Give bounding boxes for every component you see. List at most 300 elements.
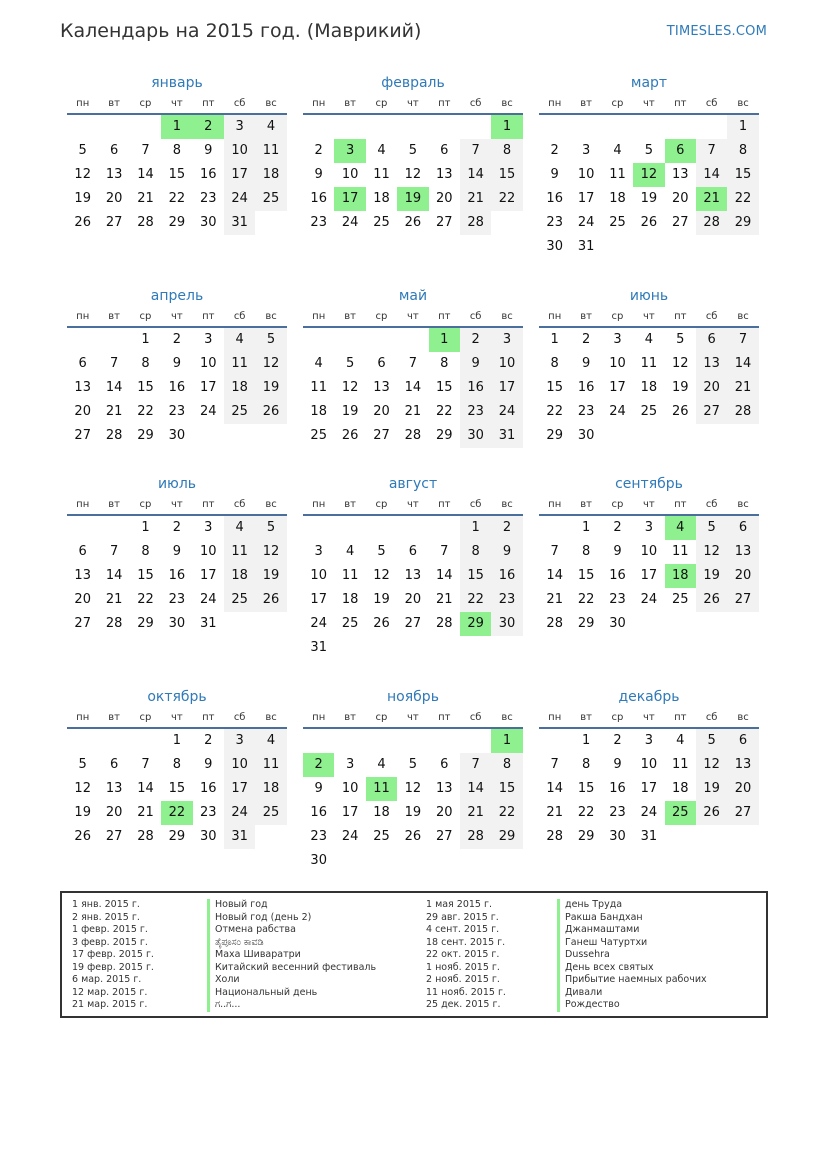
month-name: сентябрь	[615, 476, 683, 492]
weekday-label: вс	[265, 712, 277, 723]
month-name: апрель	[150, 288, 204, 304]
day-cell: 3	[314, 544, 323, 559]
day-cell: 10	[640, 544, 658, 559]
month-5	[303, 286, 523, 448]
day-cell: 31	[224, 211, 255, 235]
day-cell: 21	[696, 187, 727, 211]
day-cell: 23	[199, 191, 217, 206]
day-cell: 25	[341, 616, 359, 631]
legend-entry: 22 окт. 2015 г.	[426, 949, 500, 960]
day-cell: 4	[224, 328, 255, 352]
day-cell: 18	[310, 404, 327, 419]
month-name: декабрь	[618, 689, 680, 705]
legend-entry: 1 янв. 2015 г.	[72, 899, 140, 910]
empty-cell	[224, 424, 255, 448]
day-cell: 24	[224, 801, 255, 825]
day-cell: 16	[168, 568, 186, 583]
day-cell: 12	[671, 356, 689, 371]
empty-cell	[334, 516, 365, 540]
day-cell: 25	[640, 404, 658, 419]
day-cell: 30	[609, 829, 626, 844]
legend-entry: Национальный день	[207, 987, 376, 1000]
empty-cell	[727, 612, 758, 636]
weekday-label: вс	[501, 712, 513, 723]
weekday-label: пн	[76, 712, 90, 723]
day-cell: 23	[577, 404, 595, 419]
day-cell: 27	[435, 829, 453, 844]
day-cell: 12	[696, 753, 727, 777]
page-title: Календарь на 2015 год. (Маврикий)	[60, 20, 422, 42]
day-cell: 11	[224, 540, 255, 564]
day-cell: 7	[696, 139, 727, 163]
day-cell: 26	[404, 215, 422, 230]
weekday-label: чт	[407, 712, 419, 723]
day-cell: 21	[546, 805, 563, 820]
day-cell: 6	[665, 139, 696, 163]
legend-entry: День всех святых	[557, 962, 707, 975]
day-cell: 1	[581, 733, 591, 748]
empty-cell	[303, 516, 334, 540]
weekday-label: сб	[469, 98, 482, 109]
day-cell: 20	[74, 592, 91, 607]
day-cell: 12	[696, 540, 727, 564]
day-cell: 31	[491, 424, 522, 448]
day-cell: 28	[696, 211, 727, 235]
day-cell: 24	[640, 805, 658, 820]
day-cell: 9	[204, 757, 213, 772]
weekday-label: вт	[580, 98, 592, 109]
day-cell: 27	[74, 616, 91, 631]
day-cell: 15	[491, 777, 522, 801]
month-9	[539, 474, 759, 636]
day-cell: 16	[546, 191, 563, 206]
empty-cell	[665, 612, 696, 636]
day-cell: 24	[577, 215, 595, 230]
weekday-label: пт	[674, 712, 687, 723]
day-cell: 4	[377, 757, 386, 772]
day-cell: 8	[172, 757, 181, 772]
weekday-label: пт	[202, 311, 215, 322]
day-cell: 19	[671, 380, 689, 395]
day-cell: 20	[696, 376, 727, 400]
weekday-label: сб	[233, 499, 246, 510]
day-cell: 29	[491, 825, 522, 849]
weekday-label: ср	[139, 98, 152, 109]
days-grid	[539, 115, 759, 259]
weekday-label: вт	[580, 311, 592, 322]
legend-right-names	[557, 899, 707, 1012]
day-cell: 3	[345, 757, 355, 772]
day-cell: 26	[341, 428, 359, 443]
day-cell: 15	[168, 781, 186, 796]
weekday-label: пт	[674, 98, 687, 109]
empty-cell	[397, 516, 428, 540]
empty-cell	[303, 328, 334, 352]
weekday-label: вс	[265, 311, 277, 322]
day-cell: 12	[255, 540, 286, 564]
day-cell: 22	[137, 404, 154, 419]
day-cell: 15	[137, 568, 154, 583]
day-cell: 11	[341, 568, 359, 583]
day-cell: 23	[199, 805, 217, 820]
weekday-label: вс	[737, 98, 749, 109]
day-cell: 16	[199, 167, 217, 182]
legend-entry: 1 нояб. 2015 г.	[426, 961, 500, 973]
day-cell: 7	[109, 544, 119, 559]
empty-cell	[303, 115, 334, 139]
day-cell: 22	[435, 404, 453, 419]
day-cell: 17	[199, 380, 217, 395]
day-cell: 27	[727, 588, 758, 612]
day-cell: 12	[341, 380, 359, 395]
weekday-label: чт	[171, 98, 183, 109]
day-cell: 20	[373, 404, 390, 419]
weekday-label: пн	[548, 499, 562, 510]
days-grid	[67, 328, 287, 448]
day-cell: 15	[727, 163, 758, 187]
day-cell: 4	[613, 143, 622, 158]
day-cell: 24	[609, 404, 626, 419]
weekday-label: пн	[548, 98, 562, 109]
day-cell: 30	[491, 612, 522, 636]
day-cell: 23	[310, 215, 327, 230]
day-cell: 3	[581, 143, 591, 158]
day-cell: 16	[310, 191, 327, 206]
day-cell: 23	[609, 805, 626, 820]
empty-cell	[334, 328, 365, 352]
empty-cell	[334, 849, 365, 873]
day-cell: 8	[141, 544, 150, 559]
weekday-label: пн	[76, 311, 90, 322]
weekday-label: чт	[643, 98, 655, 109]
day-cell: 20	[727, 564, 758, 588]
empty-cell	[460, 729, 491, 753]
day-cell: 13	[435, 781, 453, 796]
day-cell: 14	[105, 380, 123, 395]
weekday-label: пт	[674, 311, 687, 322]
day-cell: 11	[671, 544, 689, 559]
days-grid	[303, 516, 523, 660]
day-cell: 25	[224, 400, 255, 424]
weekday-label: ср	[375, 712, 388, 723]
empty-cell	[98, 328, 129, 352]
day-cell: 13	[696, 352, 727, 376]
day-cell: 17	[491, 376, 522, 400]
empty-cell	[696, 235, 727, 259]
empty-cell	[696, 115, 727, 139]
day-cell: 31	[310, 640, 327, 655]
day-cell: 29	[546, 428, 563, 443]
day-cell: 18	[255, 777, 286, 801]
legend-entry: Рождество	[557, 999, 707, 1012]
month-2	[303, 73, 523, 235]
weekday-label: вс	[265, 98, 277, 109]
weekday-label: чт	[643, 499, 655, 510]
legend-entry: Дивали	[557, 987, 707, 1000]
weekday-header	[67, 97, 287, 115]
day-cell: 10	[224, 139, 255, 163]
day-cell: 6	[440, 757, 449, 772]
empty-cell	[98, 516, 129, 540]
day-cell: 17	[640, 781, 658, 796]
day-cell: 3	[204, 332, 213, 347]
day-cell: 19	[640, 191, 658, 206]
empty-cell	[633, 424, 664, 448]
days-grid	[67, 115, 287, 235]
empty-cell	[460, 849, 491, 873]
weekday-label: вс	[501, 311, 513, 322]
empty-cell	[67, 328, 98, 352]
day-cell: 11	[255, 753, 286, 777]
day-cell: 11	[640, 356, 658, 371]
empty-cell	[665, 235, 696, 259]
day-cell: 29	[435, 428, 453, 443]
day-cell: 2	[172, 332, 181, 347]
weekday-label: сб	[233, 311, 246, 322]
day-cell: 23	[491, 588, 522, 612]
weekday-label: ср	[375, 98, 388, 109]
legend-left-names	[207, 899, 376, 1012]
legend-entry: 19 февр. 2015 г.	[72, 961, 154, 973]
day-cell: 13	[74, 380, 91, 395]
day-cell: 26	[696, 588, 727, 612]
empty-cell	[429, 636, 460, 660]
day-cell: 7	[460, 753, 491, 777]
day-cell: 9	[613, 544, 622, 559]
day-cell: 7	[440, 544, 449, 559]
brand-link[interactable]: TIMESLES.COM	[666, 24, 767, 39]
empty-cell	[665, 825, 696, 849]
day-cell: 5	[255, 328, 286, 352]
day-cell: 2	[581, 332, 591, 347]
day-cell: 21	[435, 592, 453, 607]
day-cell: 24	[310, 616, 327, 631]
day-cell: 9	[491, 540, 522, 564]
day-cell: 26	[671, 404, 689, 419]
day-cell: 14	[727, 352, 758, 376]
day-cell: 17	[310, 592, 327, 607]
day-cell: 3	[644, 520, 653, 535]
weekday-label: сб	[469, 499, 482, 510]
empty-cell	[696, 825, 727, 849]
day-cell: 6	[727, 729, 758, 753]
day-cell: 18	[665, 564, 696, 588]
weekday-label: вс	[501, 499, 513, 510]
day-cell: 20	[74, 404, 91, 419]
day-cell: 5	[644, 143, 653, 158]
empty-cell	[366, 729, 397, 753]
day-cell: 10	[199, 356, 217, 371]
empty-cell	[255, 612, 286, 636]
empty-cell	[727, 825, 758, 849]
day-cell: 6	[78, 544, 87, 559]
legend-entry: Прибытие наемных рабочих	[557, 974, 707, 987]
day-cell: 23	[460, 400, 491, 424]
legend-entry: 17 февр. 2015 г.	[72, 949, 154, 960]
empty-cell	[130, 729, 161, 753]
empty-cell	[539, 115, 570, 139]
day-cell: 23	[546, 215, 563, 230]
day-cell: 5	[377, 544, 386, 559]
day-cell: 14	[546, 568, 563, 583]
day-cell: 3	[224, 729, 255, 753]
weekday-header	[303, 310, 523, 328]
day-cell: 2	[613, 733, 622, 748]
day-cell: 1	[491, 729, 522, 753]
weekday-label: пт	[674, 499, 687, 510]
day-cell: 30	[460, 424, 491, 448]
day-cell: 8	[727, 139, 758, 163]
weekday-label: чт	[643, 712, 655, 723]
day-cell: 9	[314, 781, 323, 796]
day-cell: 10	[491, 352, 522, 376]
day-cell: 15	[577, 568, 595, 583]
weekday-label: пт	[202, 98, 215, 109]
day-cell: 25	[609, 215, 626, 230]
empty-cell	[366, 516, 397, 540]
days-grid	[539, 516, 759, 636]
empty-cell	[633, 235, 664, 259]
day-cell: 7	[109, 356, 119, 371]
day-cell: 2	[303, 753, 334, 777]
day-cell: 6	[440, 143, 449, 158]
weekday-header	[539, 97, 759, 115]
day-cell: 6	[377, 356, 386, 371]
legend-right-dates	[426, 899, 506, 1012]
day-cell: 10	[640, 757, 658, 772]
day-cell: 20	[105, 191, 123, 206]
weekday-label: чт	[171, 712, 183, 723]
day-cell: 2	[491, 516, 522, 540]
weekday-label: вт	[108, 311, 120, 322]
day-cell: 16	[609, 781, 626, 796]
day-cell: 4	[665, 516, 696, 540]
day-cell: 9	[550, 167, 559, 182]
holiday-legend	[60, 891, 768, 1018]
day-cell: 17	[199, 568, 217, 583]
days-grid	[539, 729, 759, 849]
weekday-label: пн	[76, 98, 90, 109]
weekday-label: вт	[108, 499, 120, 510]
day-cell: 19	[255, 376, 286, 400]
weekday-label: вт	[344, 499, 356, 510]
day-cell: 22	[491, 187, 522, 211]
day-cell: 31	[577, 239, 595, 254]
weekday-label: пт	[438, 98, 451, 109]
empty-cell	[224, 612, 255, 636]
day-cell: 23	[310, 829, 327, 844]
day-cell: 25	[255, 187, 286, 211]
weekday-label: ср	[375, 311, 388, 322]
day-cell: 9	[172, 356, 181, 371]
day-cell: 24	[199, 404, 217, 419]
month-11	[303, 687, 523, 873]
day-cell: 11	[310, 380, 327, 395]
empty-cell	[397, 328, 428, 352]
day-cell: 31	[199, 616, 217, 631]
day-cell: 14	[435, 568, 453, 583]
weekday-label: вт	[344, 311, 356, 322]
day-cell: 1	[172, 733, 181, 748]
day-cell: 10	[341, 167, 359, 182]
empty-cell	[366, 115, 397, 139]
day-cell: 1	[491, 115, 522, 139]
day-cell: 4	[345, 544, 355, 559]
day-cell: 16	[609, 568, 626, 583]
month-8	[303, 474, 523, 660]
day-cell: 20	[435, 805, 453, 820]
day-cell: 20	[404, 592, 422, 607]
day-cell: 2	[550, 143, 559, 158]
day-cell: 16	[491, 564, 522, 588]
empty-cell	[255, 211, 286, 235]
day-cell: 13	[74, 568, 91, 583]
day-cell: 15	[491, 163, 522, 187]
weekday-label: вт	[580, 499, 592, 510]
weekday-label: вт	[580, 712, 592, 723]
day-cell: 14	[460, 777, 491, 801]
day-cell: 5	[676, 332, 685, 347]
day-cell: 3	[644, 733, 653, 748]
month-1	[67, 73, 287, 235]
day-cell: 9	[204, 143, 213, 158]
day-cell: 19	[696, 564, 727, 588]
day-cell: 30	[546, 239, 563, 254]
day-cell: 22	[137, 592, 154, 607]
day-cell: 17	[609, 380, 626, 395]
month-3	[539, 73, 759, 259]
empty-cell	[366, 849, 397, 873]
month-7	[67, 474, 287, 636]
weekday-label: пн	[312, 311, 326, 322]
day-cell: 14	[137, 781, 154, 796]
legend-entry: 2 нояб. 2015 г.	[426, 974, 500, 985]
day-cell: 12	[373, 568, 390, 583]
day-cell: 8	[172, 143, 181, 158]
empty-cell	[429, 849, 460, 873]
empty-cell	[429, 115, 460, 139]
day-cell: 31	[640, 829, 658, 844]
weekday-header	[539, 310, 759, 328]
weekday-label: вс	[737, 712, 749, 723]
day-cell: 13	[727, 540, 758, 564]
day-cell: 26	[640, 215, 658, 230]
day-cell: 6	[78, 356, 87, 371]
weekday-label: чт	[407, 98, 419, 109]
day-cell: 28	[137, 829, 154, 844]
day-cell: 21	[727, 376, 758, 400]
day-cell: 29	[137, 428, 154, 443]
day-cell: 25	[665, 801, 696, 825]
day-cell: 28	[137, 215, 154, 230]
day-cell: 29	[727, 211, 758, 235]
weekday-label: чт	[407, 499, 419, 510]
weekday-label: сб	[705, 712, 718, 723]
day-cell: 19	[397, 187, 428, 211]
day-cell: 3	[204, 520, 213, 535]
day-cell: 8	[550, 356, 559, 371]
weekday-label: чт	[171, 311, 183, 322]
day-cell: 5	[408, 143, 417, 158]
day-cell: 4	[377, 143, 386, 158]
day-cell: 28	[435, 616, 453, 631]
day-cell: 23	[609, 592, 626, 607]
empty-cell	[334, 636, 365, 660]
weekday-label: пн	[76, 499, 90, 510]
empty-cell	[334, 729, 365, 753]
day-cell: 10	[341, 781, 359, 796]
day-cell: 9	[613, 757, 622, 772]
